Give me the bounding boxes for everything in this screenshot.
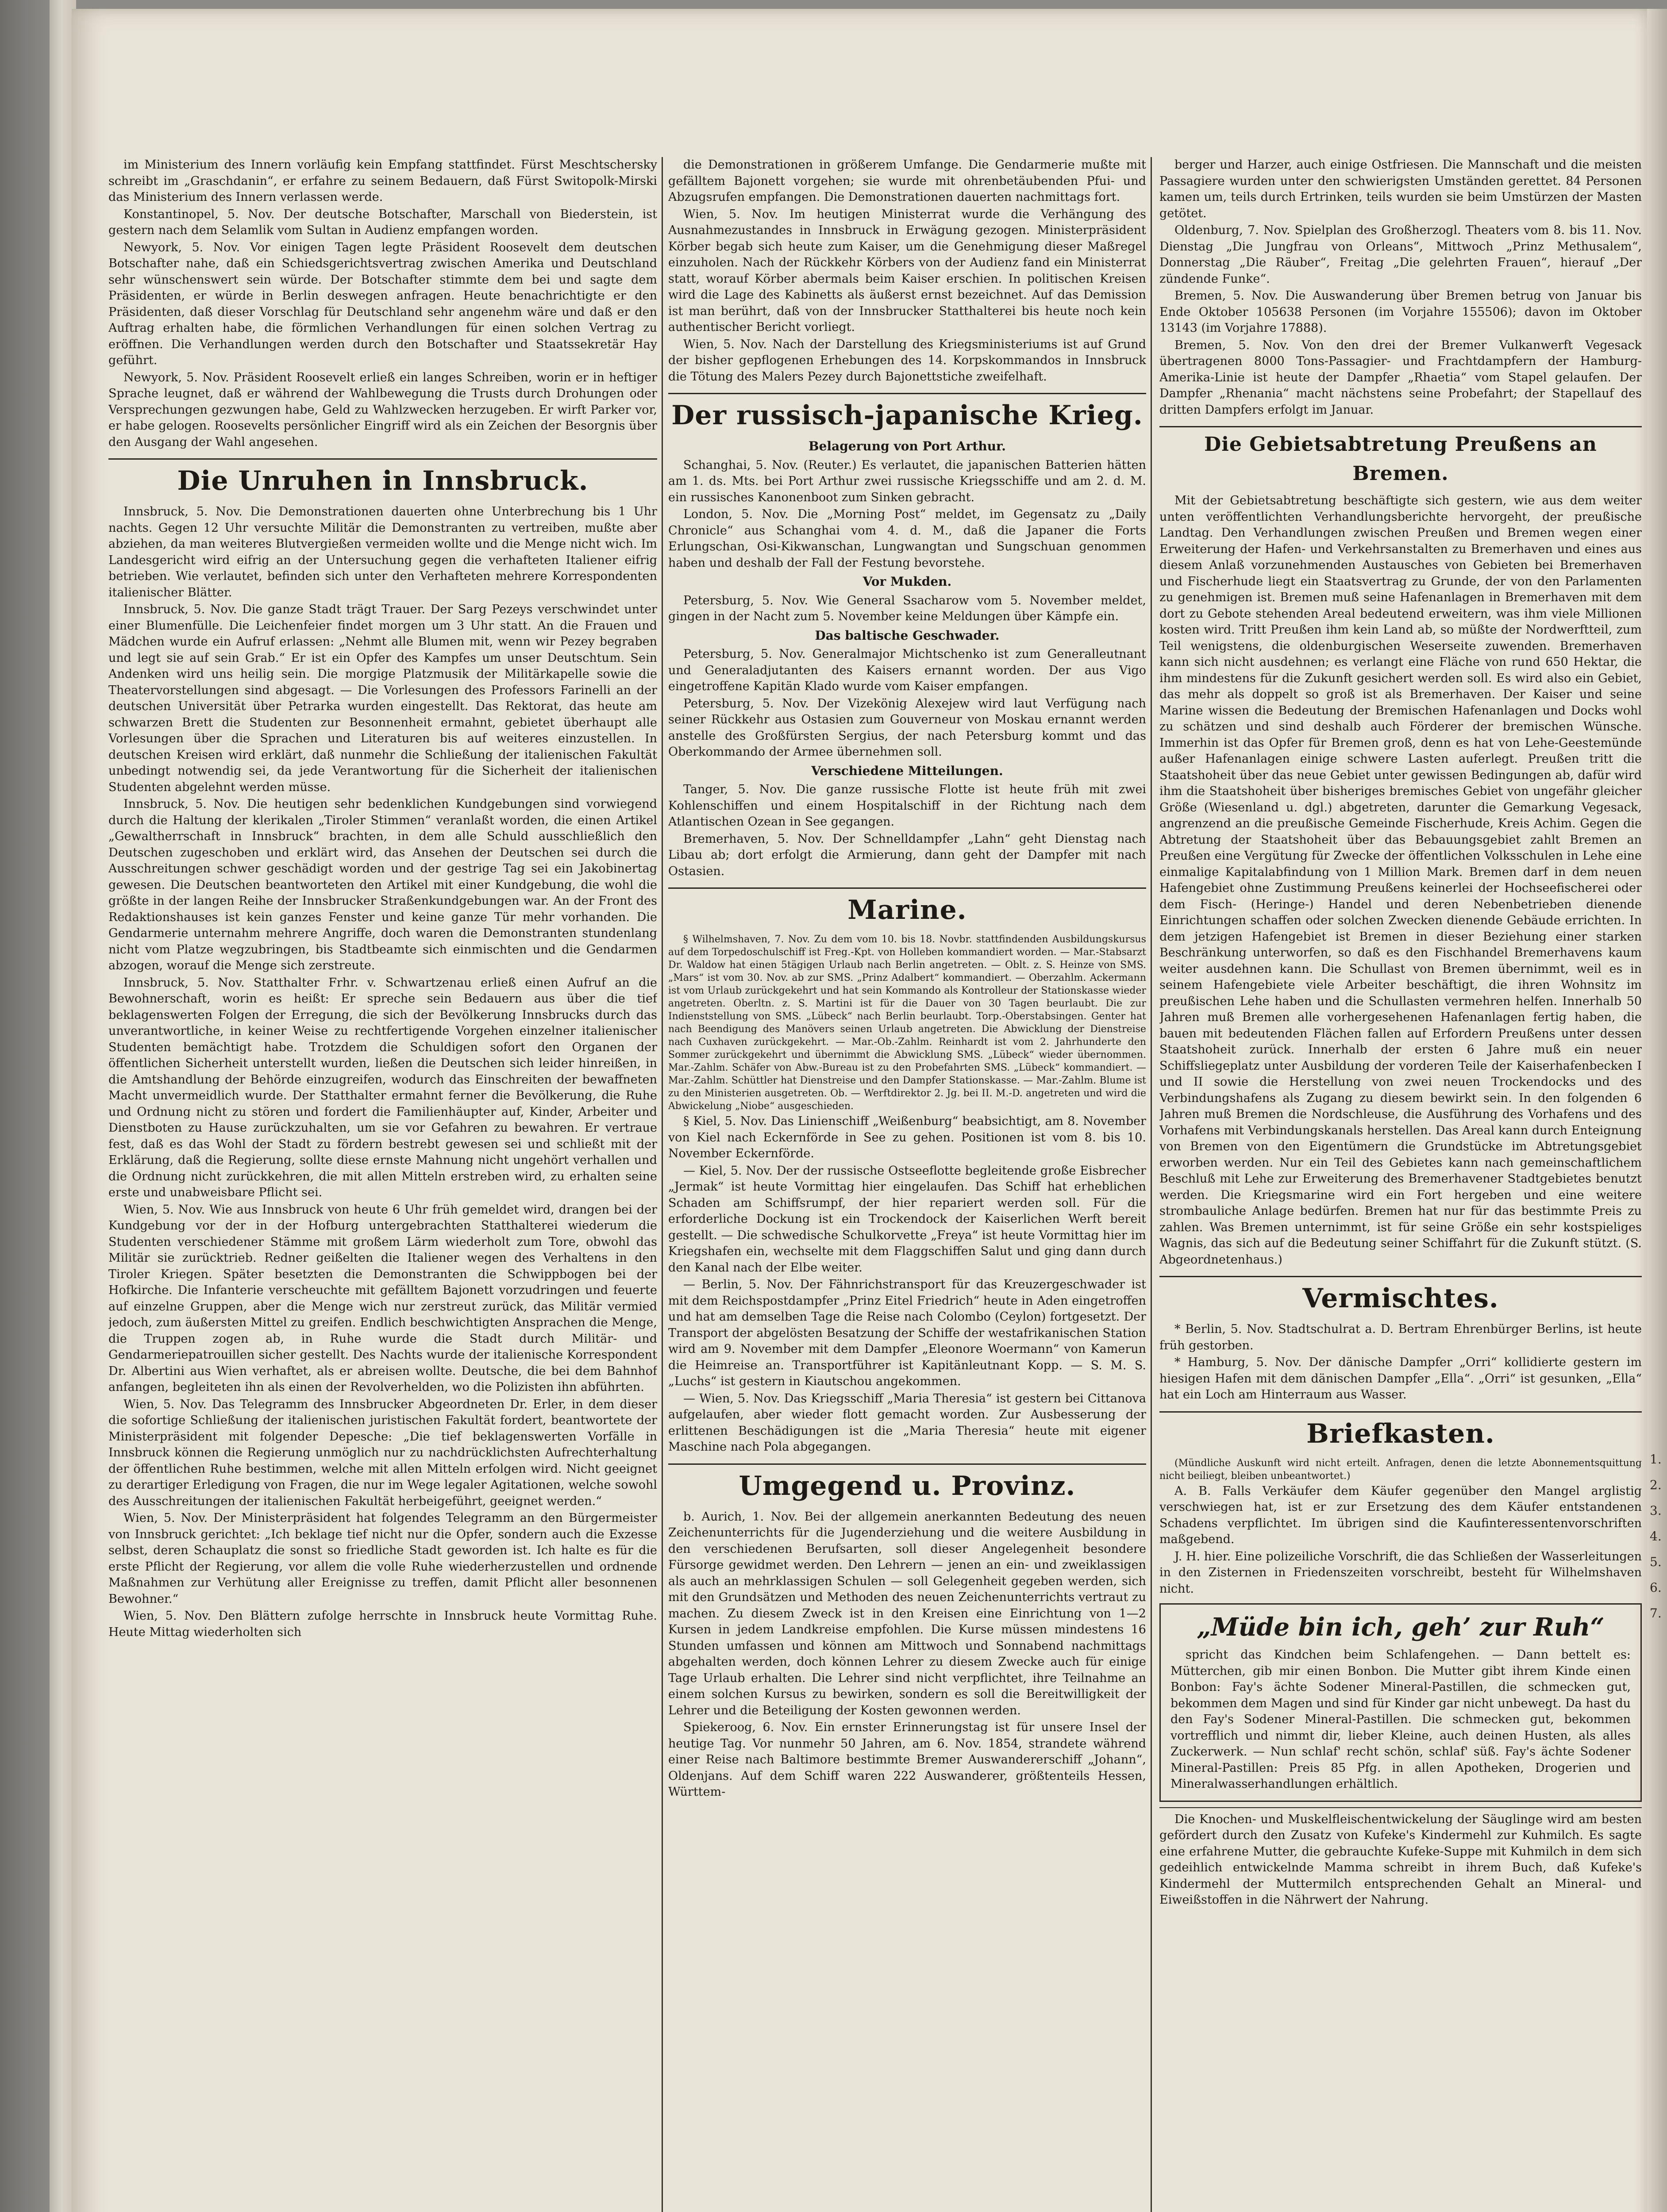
news-paragraph: — Berlin, 5. Nov. Der Fähnrichstransport für das Kreuzergeschwader ist mit dem Reichspostdampfer „Prinz Eitel Friedrich“ heute in Aden eingetroffen und hat am demselben Tage die Reise nach Colombo (Ceylon) fortgesetzt. Der Transport der abgelösten Besatzung der Schiffe der westafrikanischen Station wird am 9. November mit dem Dampfer „Eleonore Woermann“ von Kamerun die Heimreise an. Transportführer ist Kapitänleutnant Kopp. — S. M. S. „Luchs“ ist gestern in Kiautschou angekommen. [668, 1278, 1146, 1388]
news-paragraph: Innsbruck, 5. Nov. Statthalter Frhr. v. Schwartzenau erließ einen Aufruf an die Bewohnerschaft, worin es heißt: Er spreche sein Bedauern aus über die tief beklagenswerten Folgen der Erregung, die sich der Bevölkerung Innsbrucks durch das unverantwortliche, in keiner Weise zu rechtfertigende Vorgehen einzelner italienischer Studenten bemächtigt habe. Trotzdem die Schuldigen sofort den Organen der öffentlichen Sicherheit unterstellt wurden, ließen die Deutschen sich leider hinreißen, in die Amtshandlung der Behörde einzugreifen, wodurch das Einschreiten der bewaffneten Macht unvermeidlich wurde. Der Statthalter ermahnt ferner die Bevölkerung, die Ruhe und Ordnung nicht zu stören und fordert die Familienhäupter auf, Kinder, Arbeiter und Dienstboten zu Hause zurückzuhalten, um sie vor Gefahren zu bewahren. Er vertraue fest, daß es das Wohl der Stadt zu fördern bestrebt gewesen sei und schließt mit der Erklärung, daß die Regierung, sollte diese ernste Mahnung nicht ungehört verhallen und die Ordnung nicht zurückkehren, die mit allen Mitteln erstreben wird, zu erhalten seine erste und unabweisbare Pflicht sei. [108, 975, 657, 1199]
news-paragraph: § Wilhelmshaven, 7. Nov. Zu dem vom 10. bis 18. Novbr. stattfindenden Ausbildungskursus auf dem Torpedoschulschiff ist Freg.-Kpt. von Holleben kommandiert worden. — Mar.-Stabsarzt Dr. Waldow hat einen 5tägigen Urlaub nach Berlin angetreten. — Oblt. z. S. Heinze von SMS. „Mars“ ist vom 30. Nov. ab zur SMS. „Prinz Adalbert“ kommandiert. — Oberzahlm. Ackermann ist vom Urlaub zurückgekehrt und hat sein Kommando als Kontrolleur der Stationskasse wieder angetreten. Oberltn. z. S. Martini ist für die Dauer von 30 Tagen beurlaubt. Die zur Indienststellung von SMS. „Lübeck“ nach Berlin beurlaubt. Torp.-Oberstabsingen. Genter hat nach Beendigung des Manövers seinen Urlaub angetreten. Die Abwicklung der Dienstreise nach Cuxhaven zurückgekehrt. — Mar.-Ob.-Zahlm. Reinhardt ist vom 2. Jahrhunderte den Sommer zurückgekehrt und übernimmt die Abwicklung SMS. „Lübeck“ wieder übernommen. Mar.-Zahlm. Schäfer von Abw.-Bureau ist zu den Probefahrten SMS. „Lübeck“ kommandiert. — Mar.-Zahlm. Schüttler hat Dienstreise und den Dampfer Stationskasse. — Mar.-Zahlm. Blume ist zu den Ministerien ausgetreten. Ob. — Werftdirektor 2. Jg. bei II. M.-D. angetreten und wird die Abwickelung „Niobe“ ausgeschieden. [668, 934, 1146, 1112]
news-paragraph: Wien, 5. Nov. Den Blättern zufolge herrschte in Innsbruck heute Vormittag Ruhe. Heute Mittag wiederholten sich [108, 1609, 657, 1639]
news-paragraph: Wien, 5. Nov. Im heutigen Ministerrat wurde die Verhängung des Ausnahmezustandes in Innsbruck in Erwägung gezogen. Ministerpräsident Körber begab sich heute zum Kaiser, um die Genehmigung dieser Maßregel einzuholen. Nach der Rückkehr Körbers von der Audienz fand ein Ministerrat statt, worauf Körber abermals beim Kaiser erschien. In politischen Kreisen wird die Lage des Kabinetts als äußerst ernst bezeichnet. Auf das Demission ist man berührt, daß von der Innsbrucker Statthalterei bis heute noch kein authentischer Bericht vorliegt. [668, 207, 1146, 334]
advertisement-text: spricht das Kindchen beim Schlafengehen. — Dann bettelt es: Mütterchen, gib mir einen Bonbon. Die Mutter gibt ihrem Kinde einen Bonbon: Fay's ächte Sodener Mineral-Pastillen, die schmecken gut, bekommen dem Magen und sind für Kinder gar nicht unbewegt. Da hast du den Fay's Sodener Mineral-Pastillen. Die schmecken gut, bekommen vortrefflich und nimmt dir, lieber Kleine, auch deinen Husten, als alles Zuckerwerk. — Nun schlaf' recht schön, schlaf' süß. Fay's ächte Sodener Mineral-Pastillen: Preis 85 Pfg. in allen Apotheken, Drogerien und Mineralwasserhandlungen erhältlich. [1170, 1648, 1631, 1791]
section-headline: Der russisch-japanische Krieg. [668, 393, 1146, 434]
column-1 [108, 157, 657, 2212]
news-paragraph: Tanger, 5. Nov. Die ganze russische Flotte ist heute früh mit zwei Kohlenschiffen und einem Hospitalschiff in der Richtung nach dem Atlantischen Ozean in See gegangen. [668, 783, 1146, 829]
advertisement-title: „Müde bin ich, geh’ zur Ruh“ [1197, 1613, 1605, 1642]
news-paragraph: Oldenburg, 7. Nov. Spielplan des Großherzogl. Theaters vom 8. bis 11. Nov. Dienstag „Die Jungfrau von Orleans“, Mittwoch „Prinz Methusalem“, Donnerstag „Die Räuber“, Freitag „Die gelehrten Frauen“, hierauf „Der zündende Funke“. [1159, 223, 1642, 286]
news-paragraph: im Ministerium des Innern vorläufig kein Empfang stattfindet. Fürst Meschtschersky schreibt im „Graschdanin“, er erfahre zu seinem Bedauern, daß Fürst Switopolk-Mirski das Ministerium des Innern verlassen werde. [108, 158, 657, 204]
news-paragraph: Innsbruck, 5. Nov. Die Demonstrationen dauerten ohne Unterbrechung bis 1 Uhr nachts. Gegen 12 Uhr versuchte Militär die Demonstranten zu vertreiben, mußte aber abziehen, da man weiteres Blutvergießen vermeiden wollte und die Menge nicht wich. Im Landesgericht wird eifrig an der Untersuchung gegen die verhafteten Italiener eifrig betrieben. Wie verlautet, befinden sich unter den Verhafteten mehrere Korrespondenten italienischer Blätter. [108, 505, 657, 599]
news-paragraph: Wien, 5. Nov. Wie aus Innsbruck von heute 6 Uhr früh gemeldet wird, drangen bei der Kundgebung vor der in der Hofburg untergebrachten Statthalterei wiederum die Studenten verschiedener Stämme mit großem Lärm wiederholt zum Tore, obwohl das Militär sie zurücktrieb. Redner geißelten die Italiener wegen des Verhaltens in den Tiroler Kriegen. Später besetzten die Demonstranten die Schwippbogen bei der Hofkirche. Die Infanterie verscheuchte mit gefälltem Bajonett vorzudringen und feuerte auf einzelne Gruppen, aber die Menge wich nur zerstreut zurück, das Militär vermied jedoch, zum äußersten Mittel zu greifen. Endlich beschwichtigten Ansprachen die Menge, die Truppen zogen ab, in Ruhe wurde die Stadt durch Militär- und Gendarmeriepatrouillen sicher gestellt. Des Nachts wurde der italienische Korrespondent Dr. Albertini aus Wien verhaftet, als er abreisen wollte. Deutsche, die bei dem Bahnhof anfangen, begleiteten ihn als einen der Revolverhelden, wo die Polizisten ihn abführten. [108, 1202, 657, 1394]
edge-digit: 7. [1650, 1606, 1662, 1621]
news-paragraph: Schanghai, 5. Nov. (Reuter.) Es verlautet, die japanischen Batterien hätten am 1. ds. Mts. bei Port Arthur zwei russische Kriegsschiffe und am 2. d. M. ein russisches Kanonenboot zum Sinken gebracht. [668, 458, 1146, 504]
news-paragraph: London, 5. Nov. Die „Morning Post“ meldet, im Gegensatz zu „Daily Chronicle“ aus Schanghai vom 4. d. M., daß die Japaner die Forts Erlungschan, Osi-Kikwanschan, Lungwangtan und Sungschuan genommen haben und deshalb der Fall der Festung bevorstehe. [668, 507, 1146, 570]
edge-digit-list [1650, 1447, 1667, 1626]
section-headline: Die Gebietsabtretung Preußens an Bremen. [1159, 426, 1642, 488]
column-2 [668, 157, 1146, 2212]
news-paragraph: * Berlin, 5. Nov. Stadtschulrat a. D. Bertram Ehrenbürger Berlins, ist heute früh gestorben. [1159, 1322, 1642, 1352]
news-paragraph: b. Aurich, 1. Nov. Bei der allgemein anerkannten Bedeutung des neuen Zeichenunterrichts für die Jugenderziehung und die weitere Ausbildung in den verschiedenen Berufsarten, soll dieser Angelegenheit besondere Fürsorge gewidmet werden. Den Lehrern — jenen an ein- und zweiklassigen als auch an mehrklassigen Schulen — soll Gelegenheit gegeben werden, sich mit den Grundsätzen und Methoden des neuen Zeichenunterrichts vertraut zu machen. Zu diesem Zweck ist in den Kreisen eine Einrichtung von 1—2 Kursen in jedem Landkreise empfohlen. Die Kurse müssen mindestens 16 Stunden umfassen und können am Mittwoch und Sonnabend nachmittags abgehalten werden, doch können Lehrer zu diesem Zwecke auch für einige Tage Urlaub erhalten. Die Lehrer sind nicht verpflichtet, ihre Teilnahme an einem solchen Kursus zu bewirken, sondern es soll die Bereitwilligkeit der Lehrer und die Beteiligung der Kosten gewonnen werden. [668, 1509, 1146, 1717]
news-paragraph: Wien, 5. Nov. Nach der Darstellung des Kriegsministeriums ist auf Grund der bisher gepflogenen Erhebungen des 14. Korpskommandos in Innsbruck die Tötung des Malers Pezey durch Bajonettstiche zweifelhaft. [668, 337, 1146, 384]
next-page-edge [1647, 9, 1667, 2212]
section-headline: Marine. [668, 887, 1146, 929]
news-paragraph: Konstantinopel, 5. Nov. Der deutsche Botschafter, Marschall von Biederstein, ist gestern nach dem Selamlik vom Sultan in Audienz empfangen worden. [108, 207, 657, 237]
news-paragraph: Newyork, 5. Nov. Vor einigen Tagen legte Präsident Roosevelt dem deutschen Botschafter nahe, daß ein Schiedsgerichtsvertrag zwischen Amerika und Deutschland sehr wünschenswert sein würde. Der Botschafter stimmte dem bei und sagte dem Präsidenten, er würde in Berlin deswegen anfragen. Heute benachrichtigte er den Präsidenten, daß dieser Vorschlag für Deutschland sehr angenehm wäre und daß er den Auftrag erhalten habe, die förmlichen Verhandlungen für einen solchen Vertrag zu eröffnen. Die Verhandlungen werden durch den Botschafter und Staatssekretär Hay geführt. [108, 240, 657, 367]
news-paragraph: Petersburg, 5. Nov. Generalmajor Michtschenko ist zum Generalleutnant und Generaladjutanten des Kaisers ernannt worden. Der aus Vigo eingetroffene Kapitän Klado wurde vom Kaiser empfangen. [668, 647, 1146, 693]
news-paragraph: Mit der Gebietsabtretung beschäftigte sich gestern, wie aus dem weiter unten veröffentlichten Verhandlungsberichte hervorgeht, der preußische Landtag. Den Verhandlungen zwischen Preußen und Bremen wegen einer Erweiterung der Hafen- und Verkehrsanstalten zu Bremerhaven und eines aus diesem Anlaß vorzunehmenden Austausches von Gebieten bei Bremerhaven und Fischerhude liegt ein Staatsvertrag zu Grunde, der von den Parlamenten zu genehmigen ist. Bremen muß seine Hafenanlagen in Bremerhaven mit dem dort zu Gebote stehenden Areal bedeutend erweitern, was ihm viele Millionen kosten wird. Tritt Preußen ihm kein Land ab, so müßte der Nordwerftteil, zum Teil wenigstens, die oldenburgischen Weserseite zuwenden. Bremerhaven kann sich nicht ausdehnen; es verlangt eine Fläche von rund 650 Hektar, die ihm mindestens für die Zukunft gesichert werden soll. Es wird also ein Gebiet, das mehr als doppelt so groß ist als Bremerhaven. Der Kaiser und seine Marine wissen die Bedeutung der Bremischen Hafenanlagen und Docks wohl zu schätzen und sind deshalb auch Förderer der bremischen Wünsche. Immerhin ist das Opfer für Bremen groß, denn es hat von Lehe-Geestemünde außer Hafenanlagen einige schwere Lasten auferlegt. Preußen tritt die Staatshoheit über das neue Gebiet unter gewissen Bedingungen ab, dafür wird ihm die Staatshoheit über bisheriges bremisches Gebiet von ungefähr gleicher Größe (Wiesenland u. dgl.) abgetreten, darunter die Gemarkung Vegesack, angrenzend an die preußische Gemeinde Fischerhude, Kreis Achim. Gegen die Abtretung der Staatshoheit über das Bebauungsgebiet zahlt Bremen an Preußen eine Vergütung für Zwecke der öffentlichen Volksschulen in Lehe eine einmalige Kapitalabfindung von 1 Million Mark. Bremen darf in dem neuen Hafengebiet ohne Zustimmung Preußens keinerlei der Hochseefischerei oder dem Fisch- (Heringe-) Handel und deren Nebenbetrieben dienende Einrichtungen schaffen oder solchen Zwecken dienende Gebäude errichten. In dem jetzigen Hafengebiet ist Bremen in dieser Beziehung einer starken Beschränkung unterworfen, so daß es den Fischhandel Bremerhavens kaum weiter ausdehnen kann. Die Schullast von Bremen übernimmt, weil es in seinem Hafengebiete viele Arbeiter beschäftigt, die ihren Wohnsitz im preußischen Lehe haben und die Schullasten vermehren helfen. Innerhalb 50 Jahren muß Bremen alle vorhergesehenen Hafenanlagen fertig haben, die bauen mit bedeutenden Flächen fallen auf Erfordern Preußens unter dessen Staatshoheit zurück. Innerhalb der ersten 6 Jahre muß ein neuer Schiffsliegeplatz unter Ausbildung der vorderen Teile der Kaiserhafenbecken I und II sowie die Herstellung von zwei neuen Trockendocks und des Verbindungshafens als Zugang zu diesem bewirkt sein. In den folgenden 6 Jahren muß Bremen die Nordschleuse, die Ausführung des Vorhafens und des Vorhafens mit Verbindungskanals herstellen. Das Areal kann durch Enteignung von Bremen von den Eigentümern die Grundstücke im Abtretungsgebiet erworben werden. Nur ein Teil des Gebietes kann nach gemeinschaftlichem Beschluß mit Lehe zur Erweiterung des Bremerhavener Stadtgebietes benutzt werden. Die Kriegsmarine wird ein Fort hergeben und eine weitere strombauliche Anlage bedürfen. Bremen hat nur für das bestimmte Preis zu zahlen. Was Bremen unternimmt, ist für seine Größe ein sehr kostspieliges Wagnis, das sich auf die Bedeutung seiner Schiffahrt für die Zukunft stützt. (S. Abgeordnetenhaus.) [1159, 494, 1642, 1267]
subheading: Verschiedene Mitteilungen. [811, 763, 1003, 778]
news-paragraph: A. B. Falls Verkäufer dem Käufer gegenüber den Mangel arglistig verschwiegen hat, ist er zur Ersetzung des dem Käufer entstandenen Schadens verpflichtet. Im übrigen sind die Kaufinteressentenvorschriften maßgebend. [1159, 1484, 1642, 1546]
news-paragraph: Innsbruck, 5. Nov. Die ganze Stadt trägt Trauer. Der Sarg Pezeys verschwindet unter einer Blumenfülle. Die Leichenfeier findet morgen um 3 Uhr statt. An die Frauen und Mädchen wurde ein Aufruf erlassen: „Nehmt alle Blumen mit, wenn wir Pezey begraben und legt sie auf sein Grab.“ Er ist ein Opfer des Kampfes um unser Deutschtum. Sein Andenken wird uns heilig sein. Die morgige Platzmusik der Militärkapelle sowie die Theatervorstellungen sind abgesagt. — Die Vorlesungen des Professors Farinelli an der deutschen Universität über Petrarka wurden eingestellt. Das Rektorat, das heute am schwarzen Brett die Studenten zur Besonnenheit ermahnt, gebietet überhaupt alle Vorlesungen über die Sprachen und Literaturen bis auf weiteres einzustellen. In deutschen Kreisen wird erklärt, daß nunmehr die Schließung der italienischen Fakultät unbedingt notwendig sei, da jede Verantwortung für die Sicherheit der italienischen Studenten abgelehnt werden müsse. [108, 603, 657, 794]
column-rule [1151, 157, 1152, 2212]
news-paragraph: — Kiel, 5. Nov. Der der russische Ostseeflotte begleitende große Eisbrecher „Jermak“ ist heute Vormittag hier eingelaufen. Das Schiff hat erheblichen Schaden am Schiffsrumpf, der hier repariert werden soll. Für die erforderliche Dockung ist ein Trockendock der Kaiserlichen Werft bereit gestellt. — Die schwedische Schulkorvette „Freya“ ist heute Vormittag hier im Kriegshafen ein, wechselte mit dem Flaggschiffen Salut und ging dann durch den Kanal nach der Elbe weiter. [668, 1164, 1146, 1275]
section-headline: Briefkasten. [1159, 1411, 1642, 1452]
section-headline: Umgegend u. Provinz. [668, 1463, 1146, 1505]
advertisement-note: Die Knochen- und Muskelfleischentwickelung der Säuglinge wird am besten gefördert durch den Zusatz von Kufeke's Kindermehl zur Kuhmilch. Es sagte eine erfahrene Mutter, die gebrauchte Kufeke-Suppe mit Kuhmilch in dem sich gedeihlich entwickelnde Mamma schreibt in ihrem Buch, daß Kufeke's Kindermehl der Muttermilch entsprechenden Gehalt an Mineral- und Eiweißstoffen in die Nährwert der Nahrung. [1159, 1807, 1642, 1909]
section-headline: Vermischtes. [1159, 1276, 1642, 1317]
editorial-note: (Mündliche Auskunft wird nicht erteilt. Anfragen, denen die letzte Abonnementsquittung nicht beiliegt, bleiben unbeantwortet.) [1159, 1457, 1642, 1482]
news-paragraph: Spiekeroog, 6. Nov. Ein ernster Erinnerungstag ist für unsere Insel der heutige Tag. Vor nunmehr 50 Jahren, am 6. Nov. 1854, strandete während einer Reise nach Baltimore bestimmte Bremer Auswandererschiff „Johann“, Oldenjans. Auf dem Schiff waren 222 Auswanderer, größtenteils Hessen, Württem- [668, 1720, 1146, 1799]
column-rule [662, 157, 663, 2212]
news-paragraph: Petersburg, 5. Nov. Wie General Ssacharow vom 5. November meldet, gingen in der Nacht zum 5. November keine Meldungen über Kämpfe ein. [668, 593, 1146, 623]
news-paragraph: Bremerhaven, 5. Nov. Der Schnelldampfer „Lahn“ geht Dienstag nach Libau ab; dort erfolgt die Armierung, dann geht der Dampfer mit nach Ostasien. [668, 832, 1146, 878]
edge-digit: 3. [1650, 1503, 1662, 1518]
edge-digit: 6. [1650, 1580, 1662, 1595]
news-paragraph: Bremen, 5. Nov. Von den drei der Bremer Vulkanwerft Vegesack übertragenen 8000 Tons-Passagier- und Frachtdampfern der Hamburg-Amerika-Linie ist heute der Dampfer „Rhaetia“ vom Stapel gelaufen. Der Dampfer „Rhenania“ macht nächstens seine Probefahrt; der Stapellauf des dritten Dampfers erfolgt im Januar. [1159, 338, 1642, 417]
news-paragraph: berger und Harzer, auch einige Ostfriesen. Die Mannschaft und die meisten Passagiere wurden unter den schwierigsten Umständen gerettet. 84 Personen kamen um, teils durch Ertrinken, teils wurden sie beim Umstürzen der Masten getötet. [1159, 158, 1642, 220]
subheading: Belagerung von Port Arthur. [808, 439, 1006, 453]
news-paragraph: Wien, 5. Nov. Der Ministerpräsident hat folgendes Telegramm an den Bürgermeister von Innsbruck gerichtet: „Ich beklage tief nicht nur die Opfer, sondern auch die Exzesse selbst, deren Schauplatz die sonst so friedliche Stadt geworden ist. Ich halte es für die erste Pflicht der Regierung, vor allem die volle Ruhe wiederherzustellen und ordnende Maßnahmen zur Verhütung aller Ereignisse zu treffen, damit Pflicht aller besonnenen Bewohner.“ [108, 1511, 657, 1606]
advertisement-box [1159, 1603, 1642, 1802]
section-headline: Die Unruhen in Innsbruck. [108, 458, 657, 499]
news-paragraph: § Kiel, 5. Nov. Das Linienschiff „Weißenburg“ beabsichtigt, am 8. November von Kiel nach Eckernförde in See zu gehen. Positionen ist vom 8. bis 10. November Eckernförde. [668, 1114, 1146, 1160]
edge-digit: 2. [1650, 1478, 1662, 1492]
subheading: Das baltische Geschwader. [815, 628, 1000, 643]
column-3 [1159, 157, 1642, 2212]
news-paragraph: Petersburg, 5. Nov. Der Vizekönig Alexejew wird laut Verfügung nach seiner Rückkehr aus Ostasien zum Gouverneur von Moskau ernannt werden anstelle des Großfürsten Sergius, der nach Petersburg kommt und das Oberkommando der Armee übernehmen soll. [668, 696, 1146, 759]
news-paragraph: die Demonstrationen in größerem Umfange. Die Gendarmerie mußte mit gefälltem Bajonett vorgehen; sie wurde mit ohrenbetäubenden Pfui- und Abzugsrufen empfangen. Die Demonstrationen dauerten nachmittags fort. [668, 158, 1146, 204]
news-paragraph: Bremen, 5. Nov. Die Auswanderung über Bremen betrug von Januar bis Ende Oktober 105638 Personen (im Vorjahre 155506); davon im Oktober 13143 (im Vorjahre 17888). [1159, 289, 1642, 335]
subheading: Vor Mukden. [862, 574, 952, 589]
news-paragraph: Newyork, 5. Nov. Präsident Roosevelt erließ ein langes Schreiben, worin er in heftiger Sprache leugnet, daß er während der Wahlbewegung die Trusts durch Drohungen oder Versprechungen gezwungen habe, Geld zu Wahlzwecken herzugeben. Er wirft Parker vor, er habe gelogen. Roosevelts persönlicher Eingriff wird als ein Zeichen der Besorgnis über den Ausgang der Wahl angesehen. [108, 370, 657, 449]
edge-digit: 5. [1650, 1555, 1662, 1569]
news-paragraph: Innsbruck, 5. Nov. Die heutigen sehr bedenklichen Kundgebungen sind vorwiegend durch die Haltung der klerikalen „Tiroler Stimmen“ veranlaßt worden, die einen Artikel „Gewaltherrschaft in Innsbruck“ brachten, in dem alle Schuld ausschließlich den Deutschen zugeschoben und erklärt wird, das Ansehen der Deutschen sei durch die Ausschreitungen schwer geschädigt worden und der gestrige Tag sei ein Jakobinertag gewesen. Die Deutschen beantworteten den Artikel mit einer Kundgebung, die wohl die größte in der langen Reihe der Innsbrucker Straßenkundgebungen war. An der Front des Redaktionshauses ist kein ganzes Fenster und keine ganze Tür mehr vorhanden. Die Gendarmerie unternahm mehrere Angriffe, doch waren die Demonstranten stundenlang nicht vom Platze wegzubringen, bis Stadtbeamte sich einmischten und die Gendarmen abzogen, worauf die Menge sich zerstreute. [108, 797, 657, 972]
news-paragraph: * Hamburg, 5. Nov. Der dänische Dampfer „Orri“ kollidierte gestern im hiesigen Hafen mit dem dänischen Dampfer „Ella“. „Orri“ ist gesunken, „Ella“ hat ein Loch am Hinterraum aus Wasser. [1159, 1356, 1642, 1402]
edge-digit: 1. [1650, 1452, 1662, 1467]
news-paragraph: Wien, 5. Nov. Das Telegramm des Innsbrucker Abgeordneten Dr. Erler, in dem dieser die sofortige Schließung der italienischen juristischen Fakultät fordert, beantwortete der Ministerpräsident mit folgender Depesche: „Die tief beklagenswerten Vorfälle in Innsbruck können die Regierung unmöglich nur zu nachdrücklichsten Aufrechterhaltung der öffentlichen Ruhe bestimmen, welche mit allen Mitteln erfolgen wird. Nicht geeignet zu derartiger Erledigung von Fragen, die nur im Wege legaler Agitationen, welche sowohl des Ausschreitungen der italienischen Fakultät herbeigeführt, geeignet werden.“ [108, 1397, 657, 1508]
edge-digit: 4. [1650, 1529, 1662, 1544]
news-paragraph: J. H. hier. Eine polizeiliche Vorschrift, die das Schließen der Wasserleitungen in den Zisternen in Friedenszeiten vorschreibt, besteht für Wilhelmshaven nicht. [1159, 1549, 1642, 1596]
news-paragraph: — Wien, 5. Nov. Das Kriegsschiff „Maria Theresia“ ist gestern bei Cittanova aufgelaufen, aber wieder flott gemacht worden. Zur Ausbesserung der erlittenen Beschädigungen ist die „Maria Theresia“ heute mit eigener Maschine nach Pola abgegangen. [668, 1391, 1146, 1454]
